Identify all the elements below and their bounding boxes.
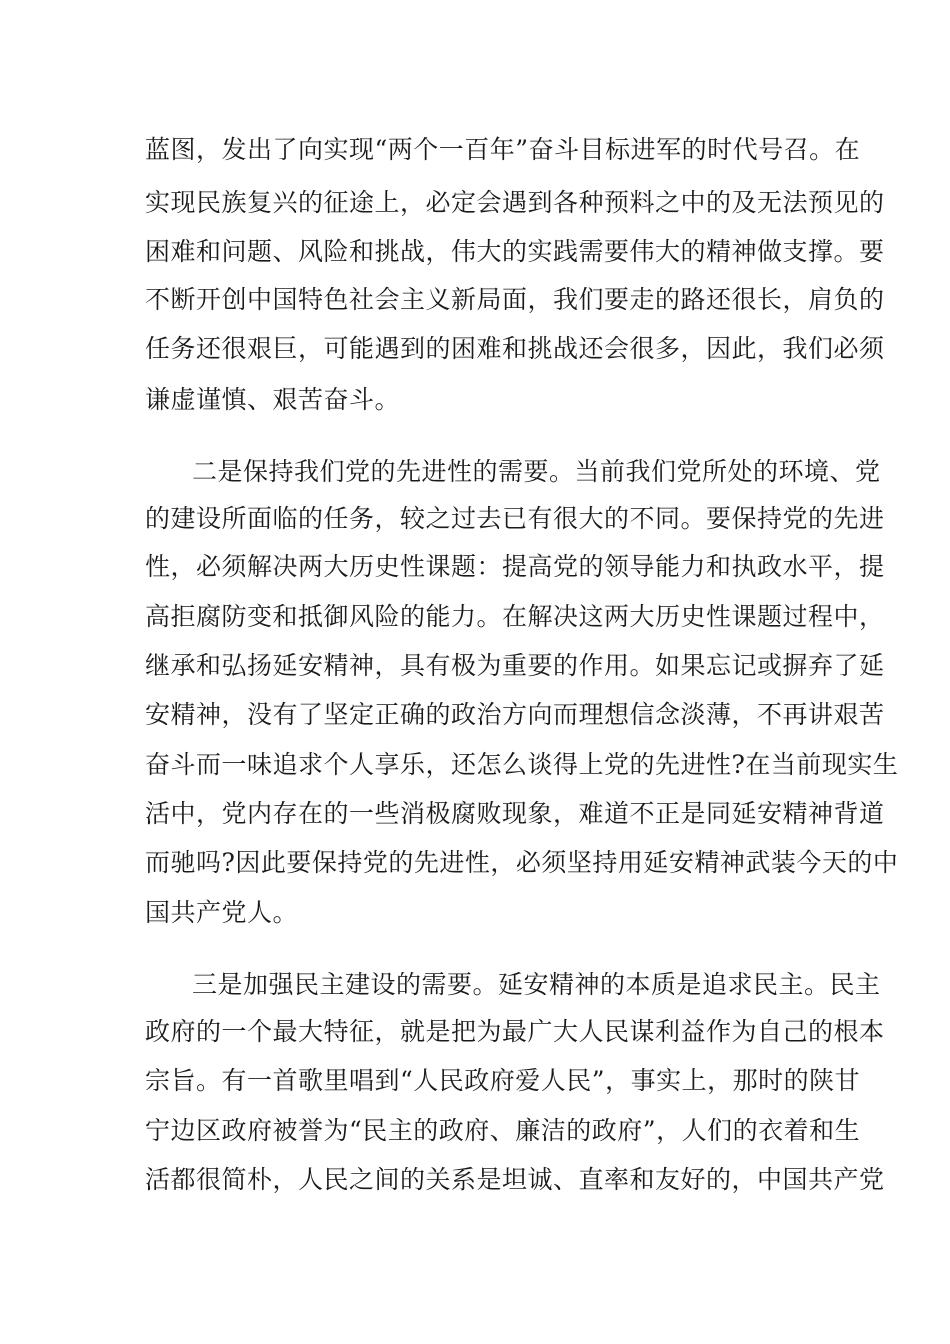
text-line: 而驰吗?因此要保持党的先进性，必须坚持用延安精神武装今天的中 (145, 848, 899, 877)
text-line: 高拒腐防变和抵御风险的能力。在解决这两大历史性课题过程中， (145, 602, 885, 631)
text-line: 性，必须解决两大历史性课题：提高党的领导能力和执政水平，提 (145, 552, 885, 581)
text-line: 宁边区政府被誉为“民主的政府、廉洁的政府”，人们的衣着和生 (145, 1116, 861, 1145)
text-line: 实现民族复兴的征途上，必定会遇到各种预料之中的及无法预见的 (145, 188, 885, 217)
text-line: 三是加强民主建设的需要。延安精神的本质是追求民主。民主 (192, 970, 881, 999)
text-line: 活都很简朴，人民之间的关系是坦诚、直率和友好的，中国共产党 (145, 1165, 885, 1194)
text-line: 二是保持我们党的先进性的需要。当前我们党所处的环境、党 (192, 457, 881, 486)
text-line: 政府的一个最大特征，就是把为最广大人民谋利益作为自己的根本 (145, 1017, 885, 1046)
text-line: 宗旨。有一首歌里唱到“人民政府爱人民”，事实上，那时的陕甘 (145, 1066, 861, 1095)
text-line: 困难和问题、风险和挑战，伟大的实践需要伟大的精神做支撑。要 (145, 237, 885, 266)
text-line: 继承和弘扬延安精神，具有极为重要的作用。如果忘记或摒弃了延 (145, 651, 885, 680)
text-line: 任务还很艰巨，可能遇到的困难和挑战还会很多，因此，我们必须 (145, 334, 885, 363)
text-line: 的建设所面临的任务，较之过去已有很大的不同。要保持党的先进 (145, 504, 885, 533)
text-line: 国共产党人。 (145, 898, 299, 927)
text-line: 不断开创中国特色社会主义新局面，我们要走的路还很长，肩负的 (145, 285, 885, 314)
text-line: 奋斗而一味追求个人享乐，还怎么谈得上党的先进性?在当前现实生 (145, 750, 899, 779)
text-line: 活中，党内存在的一些消极腐败现象，难道不正是同延安精神背道 (145, 799, 885, 828)
text-line: 安精神，没有了坚定正确的政治方向而理想信念淡薄，不再讲艰苦 (145, 700, 885, 729)
text-line: 谦虚谨慎、艰苦奋斗。 (145, 385, 401, 414)
text-line: 蓝图，发出了向实现“两个一百年”奋斗目标进军的时代号召。在 (145, 135, 861, 164)
